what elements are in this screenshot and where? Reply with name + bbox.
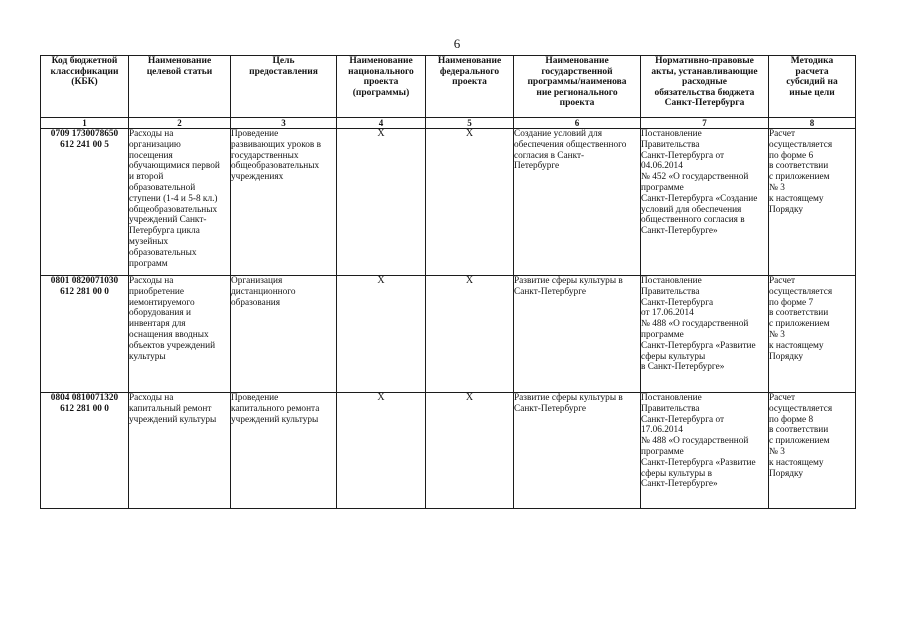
column-number: 7 [641, 118, 769, 129]
target-item-cell: Расходы на капитальный ремонт учреждений культуры [129, 393, 231, 509]
header-row [41, 56, 856, 118]
header-methodology: Методика расчета субсидий на иные цели [769, 56, 856, 118]
header-purpose: Цель предоставления [231, 56, 337, 118]
purpose-cell: Проведение развивающих уроков в государственных общеобразовательных учреждениях [231, 129, 337, 276]
kbk-cell: 0709 1730078650 612 241 00 5 [41, 129, 129, 276]
header-kbk: Код бюджетной классификации (КБК) [41, 56, 129, 118]
national-project-cell: X [337, 393, 426, 509]
column-number: 8 [769, 118, 856, 129]
purpose-cell: Проведение капитального ремонта учреждений культуры [231, 393, 337, 509]
national-project-cell: X [337, 276, 426, 393]
column-number-row [41, 118, 856, 129]
column-number: 4 [337, 118, 426, 129]
federal-project-cell: X [426, 129, 514, 276]
methodology-cell: Расчет осуществляется по форме 7 в соответствии с приложением № 3 к настоящему Порядку [769, 276, 856, 393]
target-item-cell: Расходы на организацию посещения обучающимися первой и второй образовательной ступени (1-4 и 5-8 кл.) общеобразовательных учреждений Санкт- Петербурга цикла музейных образовательных программ [129, 129, 231, 276]
column-number: 2 [129, 118, 231, 129]
table-row [41, 129, 856, 276]
column-number: 3 [231, 118, 337, 129]
methodology-cell: Расчет осуществляется по форме 8 в соответствии с приложением № 3 к настоящему Порядку [769, 393, 856, 509]
purpose-cell: Организация дистанционного образования [231, 276, 337, 393]
state-program-cell: Создание условий для обеспечения общественного согласия в Санкт- Петербурге [514, 129, 641, 276]
legal-acts-cell: Постановление Правительства Санкт-Петербурга от 04.06.2014 № 452 «О государственной программе Санкт-Петербурга «Создание условий для обеспечения общественного согласия в Санкт-Петербурге» [641, 129, 769, 276]
table-row [41, 276, 856, 393]
page-number: 6 [453, 36, 461, 51]
column-number: 6 [514, 118, 641, 129]
state-program-cell: Развитие сферы культуры в Санкт-Петербурге [514, 393, 641, 509]
header-national-project: Наименование национального проекта (программы) [337, 56, 426, 118]
federal-project-cell: X [426, 276, 514, 393]
subsidy-table [40, 55, 856, 509]
legal-acts-cell: Постановление Правительства Санкт-Петербурга от 17.06.2014 № 488 «О государственной программе Санкт-Петербурга «Развитие сферы культуры в Санкт-Петербурге» [641, 393, 769, 509]
state-program-cell: Развитие сферы культуры в Санкт-Петербурге [514, 276, 641, 393]
table-row [41, 393, 856, 509]
methodology-cell: Расчет осуществляется по форме 6 в соответствии с приложением № 3 к настоящему Порядку [769, 129, 856, 276]
national-project-cell: X [337, 129, 426, 276]
column-number: 5 [426, 118, 514, 129]
federal-project-cell: X [426, 393, 514, 509]
header-legal-acts: Нормативно-правовые акты, устанавливающие расходные обязательства бюджета Санкт-Петербурга [641, 56, 769, 118]
kbk-cell: 0801 0820071030 612 281 00 0 [41, 276, 129, 393]
kbk-cell: 0804 0810071320 612 281 00 0 [41, 393, 129, 509]
header-federal-project: Наименование федерального проекта [426, 56, 514, 118]
target-item-cell: Расходы на приобретение иемонтируемого оборудования и инвентаря для оснащения вводных объектов учреждений культуры [129, 276, 231, 393]
header-target-item: Наименование целевой статьи [129, 56, 231, 118]
column-number: 1 [41, 118, 129, 129]
header-state-program: Наименование государственной программы/наименова ние регионального проекта [514, 56, 641, 118]
legal-acts-cell: Постановление Правительства Санкт-Петербурга от 17.06.2014 № 488 «О государственной программе Санкт-Петербурга «Развитие сферы культуры в Санкт-Петербурге» [641, 276, 769, 393]
